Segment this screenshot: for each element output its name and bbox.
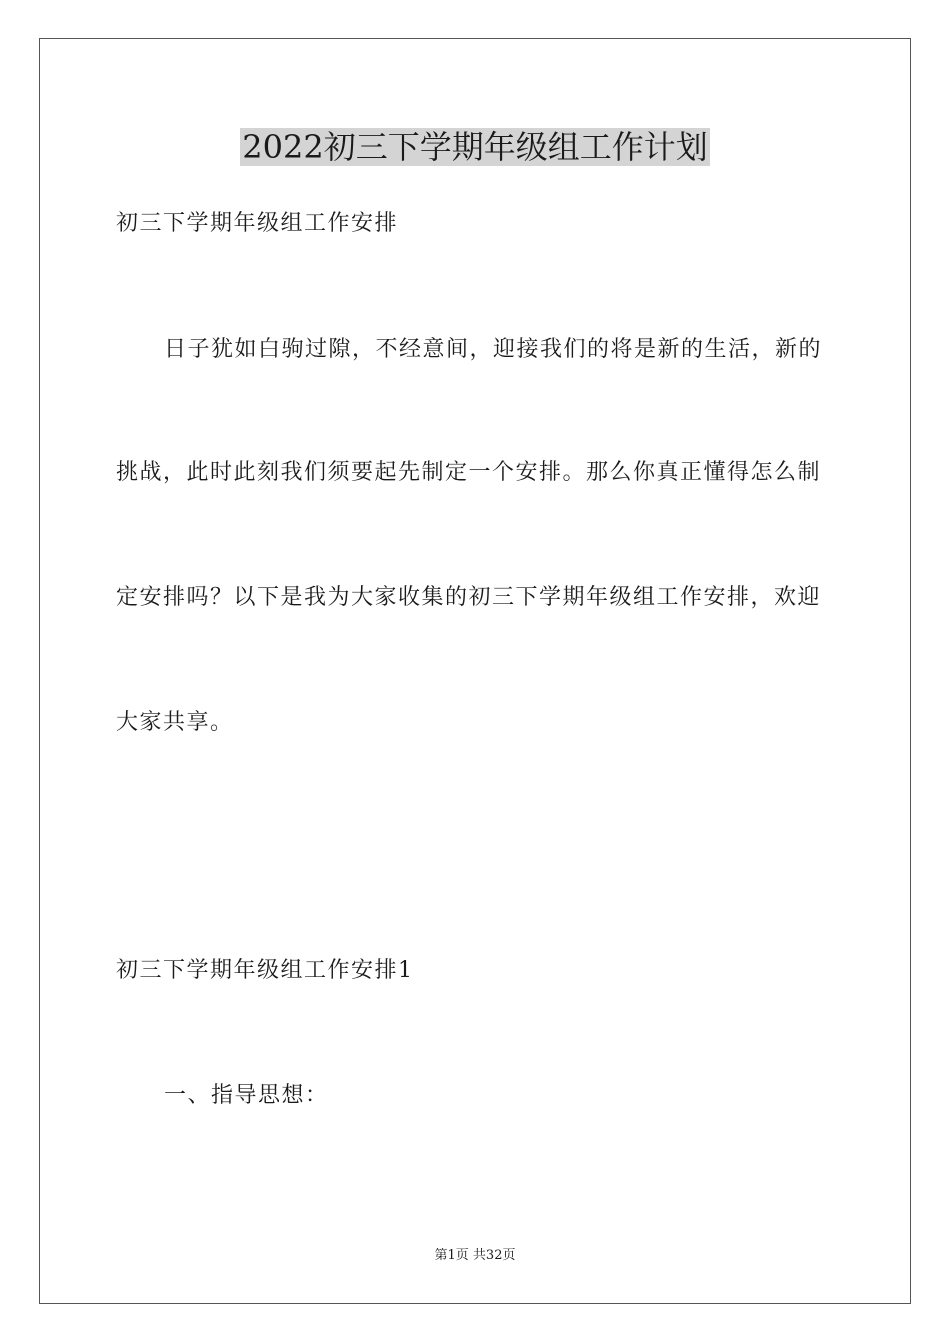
paragraph-line-1: 日子犹如白驹过隙，不经意间，迎接我们的将是新的生活，新的 [164, 337, 823, 362]
subtitle: 初三下学期年级组工作安排 [116, 211, 399, 236]
section-title: 初三下学期年级组工作安排1 [116, 958, 414, 983]
section-item: 一、指导思想： [164, 1083, 329, 1108]
title-text: 2022初三下学期年级组工作计划 [242, 128, 708, 166]
paragraph-line-3: 定安排吗？以下是我为大家收集的初三下学期年级组工作安排，欢迎 [116, 585, 822, 610]
document-title [0, 126, 950, 168]
page-footer: 第1页 共32页 [434, 1248, 516, 1263]
paragraph-line-2: 挑战，此时此刻我们须要起先制定一个安排。那么你真正懂得怎么制 [116, 460, 822, 485]
paragraph-line-4: 大家共享。 [116, 710, 234, 735]
